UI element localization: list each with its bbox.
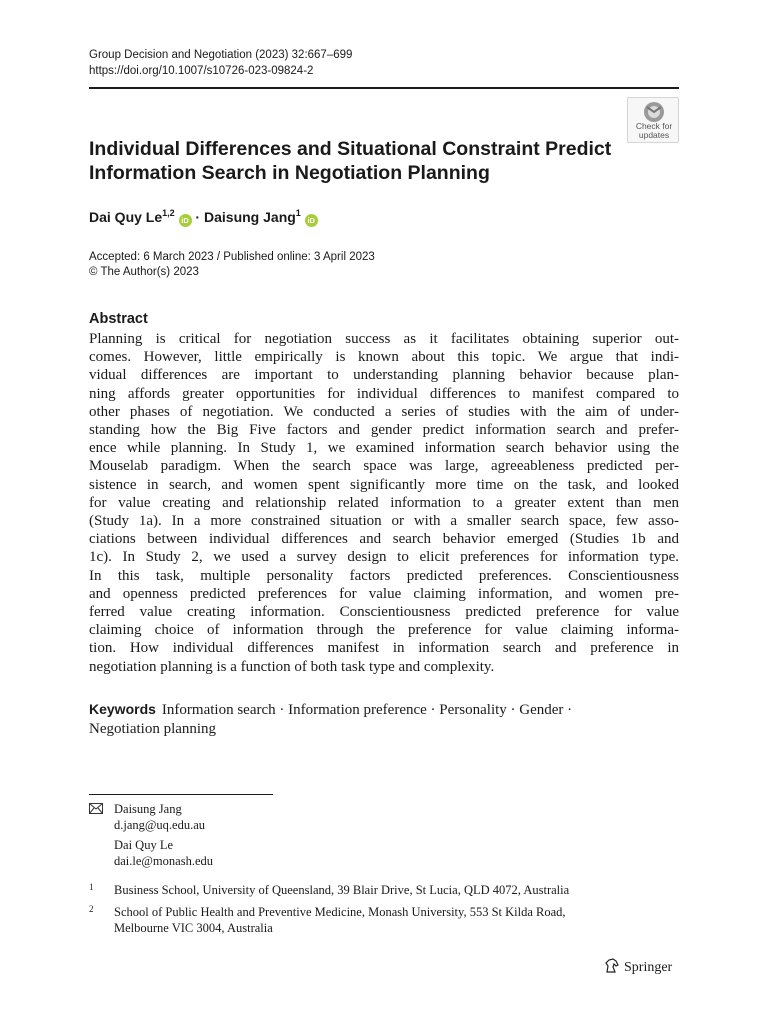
abstract-body [89, 330, 679, 676]
abstract-line: comes. However, little empirically is known about this topic. We argue that indi- [89, 349, 679, 366]
contact-name: Daisung Jang [114, 802, 182, 816]
abstract-line: 1c). In Study 2, we used a survey design to elicit preferences for information type. [89, 549, 679, 566]
title-line: Information Search in Negotiation Planning [89, 162, 490, 184]
abstract-line: claiming choice of information through the preference for value claiming informa- [89, 622, 679, 639]
orcid-icon[interactable]: iD [305, 214, 318, 227]
footnote-divider [89, 794, 273, 795]
accepted-published-dates: Accepted: 6 March 2023 / Published online: 3 April 2023 [89, 251, 375, 263]
affiliation-superscript: 1,2 [162, 208, 175, 218]
affiliation-number: 2 [89, 904, 94, 914]
abstract-line: ence while planning. In Study 1, we examined information search behavior using the [89, 440, 679, 457]
abstract-line: (Study 1a). In a more constrained situation or with a smaller search space, few asso- [89, 513, 679, 530]
abstract-line: vidual differences are important to understanding planning behavior because plan- [89, 367, 679, 384]
orcid-icon[interactable]: iD [179, 214, 192, 227]
copyright-notice: © The Author(s) 2023 [89, 266, 199, 278]
abstract-line: ning affords greater opportunities for individual differences to manifest compared to [89, 385, 679, 402]
journal-citation: Group Decision and Negotiation (2023) 32:667–699 [89, 49, 353, 61]
publication-dates [89, 250, 375, 280]
author-separator: · [191, 209, 204, 225]
doi-link[interactable]: https://doi.org/10.1007/s10726-023-09824-2 [89, 65, 314, 77]
springer-horse-icon [604, 958, 620, 974]
affiliation: School of Public Health and Preventive Medicine, Monash University, 553 St Kilda Road, Melbourne VIC 3004, Australia [114, 905, 566, 935]
abstract-line: Planning is critical for negotiation success as it facilitates obtaining superior out- [89, 331, 679, 347]
keywords-list: Information search · Information preference · Personality · Gender · [161, 702, 573, 718]
abstract-line: Mouselab paradigm. When the search space was large, agreeableness predicted per- [89, 458, 679, 475]
abstract-line: negotiation planning is a function of both task type and complexity. [89, 658, 495, 675]
check-updates-label: Check for updates [635, 121, 673, 140]
corresponding-author [114, 801, 205, 833]
title-line: Individual Differences and Situational Constraint Predict [89, 138, 612, 160]
contact-email[interactable]: dai.le@monash.edu [114, 854, 213, 868]
affiliation-superscript: 1 [295, 208, 301, 218]
author-name[interactable]: Dai Quy Le [89, 209, 163, 225]
abstract-line: In this task, multiple personality factors predicted preferences. Conscientiousness [89, 567, 679, 584]
article-title [89, 137, 619, 185]
abstract-line: and openness predicted preferences for value claiming information, and women pre- [89, 585, 679, 602]
author-list [89, 207, 318, 227]
abstract-line: ferred value creating information. Conscientiousness predicted preference for value [89, 604, 679, 621]
abstract-line: tion. How individual differences manifest in information search and preference in [89, 640, 679, 657]
header-divider [89, 87, 679, 89]
affiliation: Business School, University of Queensland, 39 Blair Drive, St Lucia, QLD 4072, Australia [114, 883, 570, 897]
keywords-label: Keywords [89, 701, 156, 717]
contact-name: Dai Quy Le [114, 838, 174, 852]
keywords-list: Negotiation planning [89, 721, 217, 737]
contact-email[interactable]: d.jang@uq.edu.au [114, 818, 206, 832]
check-updates-icon [642, 101, 666, 123]
author-contact [114, 837, 213, 869]
abstract-line: for value creating and relationship related information to a greater extent than men [89, 494, 679, 511]
abstract-heading: Abstract [89, 311, 148, 327]
check-for-updates-badge[interactable] [627, 97, 679, 143]
abstract-line: ciations between individual differences and search behavior emerged (Studies 1b and [89, 531, 679, 548]
publisher-name: Springer [624, 960, 673, 975]
affiliation-number: 1 [89, 882, 94, 892]
author-name[interactable]: Daisung Jang [204, 209, 296, 225]
envelope-icon [89, 803, 103, 814]
abstract-line: standing how the Big Five factors and gender predict information search and prefer- [89, 422, 679, 439]
keywords-section [89, 700, 679, 739]
abstract-line: other phases of negotiation. We conducted a series of studies with the aim of under- [89, 403, 679, 420]
abstract-line: sistence in search, and women spent significantly more time on the task, and looked [89, 476, 679, 493]
publisher-logo [604, 958, 672, 978]
